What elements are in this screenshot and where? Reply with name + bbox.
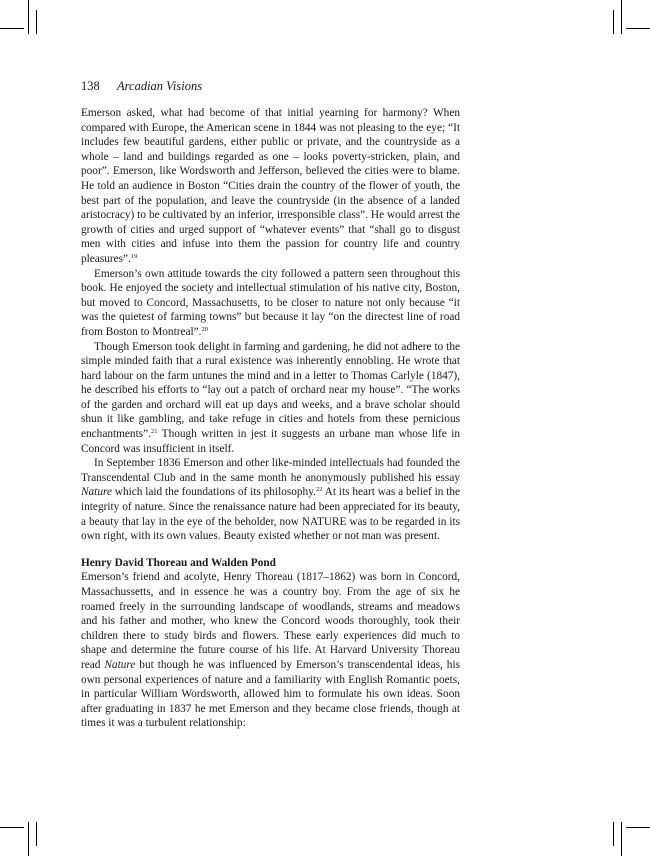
page-number: 138 xyxy=(81,79,100,93)
crop-mark-top-right-v1 xyxy=(621,0,622,34)
crop-mark-bottom-left-v1 xyxy=(28,822,29,856)
running-title: Arcadian Visions xyxy=(117,79,203,93)
paragraph: In September 1836 Emerson and other like-minded intellectuals had founded the Transcendental Club and in the same month he anonymously published his essay Nature which laid the foundations of its philosophy.$^{22}$ At its heart was a belief in the integrity of nature. Since the renaissance nature had been appreciated for its beauty, a beauty that lay in the eye of the beholder, now NATURE was to be regarded in its own right, with its own values. Beauty existed whether or not man was present. xyxy=(81,457,460,543)
running-header xyxy=(81,79,202,94)
crop-mark-top-left-v1 xyxy=(28,0,29,34)
crop-mark-bottom-right-v2 xyxy=(613,822,614,846)
crop-mark-bottom-right-v1 xyxy=(621,822,622,856)
paragraph: Emerson’s friend and acolyte, Henry Thoreau (1817–1862) was born in Concord, Massachussetts, and in essence he was a country boy. From the age of six he roamed freely in the surrounding landscape of woodlands, streams and meadows and his father and mother, who knew the Concord woods thoroughly, took their children there to study birds and flowers. These early experiences did much to shape and determine the future course of his life. At Harvard University Thoreau read Nature but though he was influenced by Emerson’s transcendental ideas, his own personal experiences of nature and a familiarity with English Romantic poets, in particular William Wordsworth, allowed him to formulate his own ideas. Soon after graduating in 1837 he met Emerson and they became close friends, though at times it was a turbulent relationship: xyxy=(81,571,460,730)
crop-mark-bottom-left-h xyxy=(0,827,24,828)
paragraph: Though Emerson took delight in farming and gardening, he did not adhere to the simple minded faith that a rural existence was inherently ennobling. He wrote that hard labour on the farm untunes the mind and in a letter to Thomas Carlyle (1847), he described his efforts to “lay out a patch of orchard near my house”. “The works of the garden and orchard will eat up days and weeks, and a brave scholar should shun it like gambling, and take refuge in cities and hotels from these pernicious enchantments”.$^{21}$ Though written in jest it suggests an urbane man whose life in Concord was insufficient in itself. xyxy=(81,340,460,455)
crop-mark-bottom-right-h xyxy=(626,827,650,828)
crop-mark-bottom-left-v2 xyxy=(36,822,37,846)
footnote-ref: 20 xyxy=(201,325,208,333)
crop-mark-top-right-h xyxy=(626,28,650,29)
paragraph: Emerson asked, what had become of that initial yearning for harmony? When compared with Europe, the American scene in 1844 was not pleasing to the eye; “It includes few beautiful gardens, either public or private, and the countryside as a whole – land and buildings regarded as one – looks poverty-stricken, plain, and poor”. Emerson, like Wordsworth and Jefferson, believed the cities were to blame. He told an audience in Boston “Cities drain the country of the flower of youth, the best part of the population, and leave the countryside (in the absence of a landed aristocracy) to be cultivated by an inferior, irresponsible class”. He would arrest the growth of cities and urged support of “whatever events” that “shall go to disgust men with cities and infuse into them the passion for country life and country pleasures”.$^{19}$ xyxy=(81,107,460,265)
footnote-ref: 22 xyxy=(315,486,323,494)
crop-mark-top-left-h xyxy=(0,28,24,29)
footnote-ref: 21 xyxy=(150,428,158,436)
italic-title: Nature xyxy=(81,486,112,499)
crop-mark-top-right-v2 xyxy=(613,10,614,34)
paragraph: Emerson’s own attitude towards the city followed a pattern seen throughout this book. He enjoyed the society and intellectual stimulation of his native city, Boston, but moved to Concord, Massachusetts, to be closer to nature not only because “it was the quietest of farming towns” but because it lay “on the directest line of road from Boston to Montreal”.$^{20}$ xyxy=(81,267,460,338)
italic-title: Nature xyxy=(104,658,136,671)
footnote-ref: 19 xyxy=(130,252,138,260)
text-column xyxy=(81,106,460,731)
crop-mark-top-left-v2 xyxy=(36,10,37,34)
section-heading: Henry David Thoreau and Walden Pond xyxy=(81,556,276,569)
